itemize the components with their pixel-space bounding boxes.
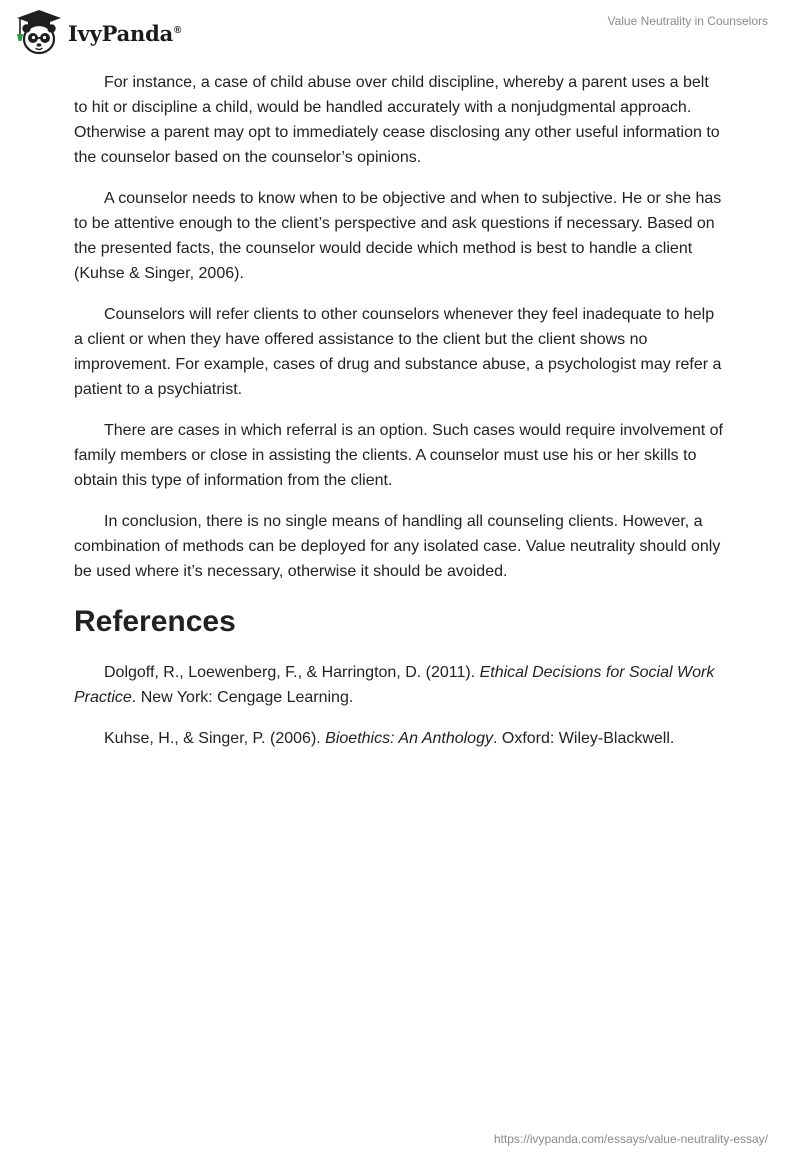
reference-item (74, 726, 726, 751)
essay-body (74, 70, 726, 767)
registered-mark: ® (174, 24, 182, 36)
reference-title: Bioethics: An Anthology (325, 730, 493, 747)
running-title: Value Neutrality in Counselors (607, 14, 768, 28)
reference-authors: Kuhse, H., & Singer, P. (2006). (104, 730, 326, 747)
body-paragraph: In conclusion, there is no single means of handling all counseling clients. However, a combination of methods can be deployed for any isolated case. Value neutrality should only be used where it’s necessary, otherwise it should be avoided. (74, 513, 721, 580)
reference-authors: Dolgoff, R., Loewenberg, F., & Harrington, D. (2011). (104, 664, 480, 681)
references-heading: References (74, 605, 236, 638)
body-paragraph: Counselors will refer clients to other counselors whenever they feel inadequate to help a client or when they have offered assistance to the client but the client shows no improvement. For example, cases of drug and substance abuse, a psychologist may refer a patient to a psychiatrist. (74, 306, 722, 398)
page-header (0, 0, 800, 60)
ivypanda-logo[interactable] (14, 8, 181, 56)
reference-publisher: . New York: Cengage Learning. (131, 689, 354, 706)
body-paragraph: For instance, a case of child abuse over child discipline, whereby a parent uses a belt to hit or discipline a child, would be handled accurately with a nonjudgmental approach. Otherwise a parent may opt to immediately cease disclosing any other useful information to the counselor based on the counselor’s opinions. (74, 74, 720, 166)
footer-url[interactable]: https://ivypanda.com/essays/value-neutrality-essay/ (493, 1132, 768, 1146)
reference-publisher: . Oxford: Wiley-Blackwell. (492, 730, 675, 747)
body-paragraph: There are cases in which referral is an option. Such cases would require involvement of family members or close in assisting the clients. A counselor must use his or her skills to obtain this type of information from the client. (74, 422, 723, 489)
body-paragraph: A counselor needs to know when to be objective and when to subjective. He or she has to be attentive enough to the client’s perspective and ask questions if necessary. Based on the presented facts, the counselor would decide which method is best to handle a client (Kuhse & Singer, 2006). (74, 190, 722, 282)
reference-title: Ethical Decisions for Social Work Practice (74, 664, 715, 706)
reference-item (74, 660, 726, 710)
logo-wordmark: IvyPanda® (68, 20, 182, 46)
panda-graduate-icon (14, 8, 64, 56)
